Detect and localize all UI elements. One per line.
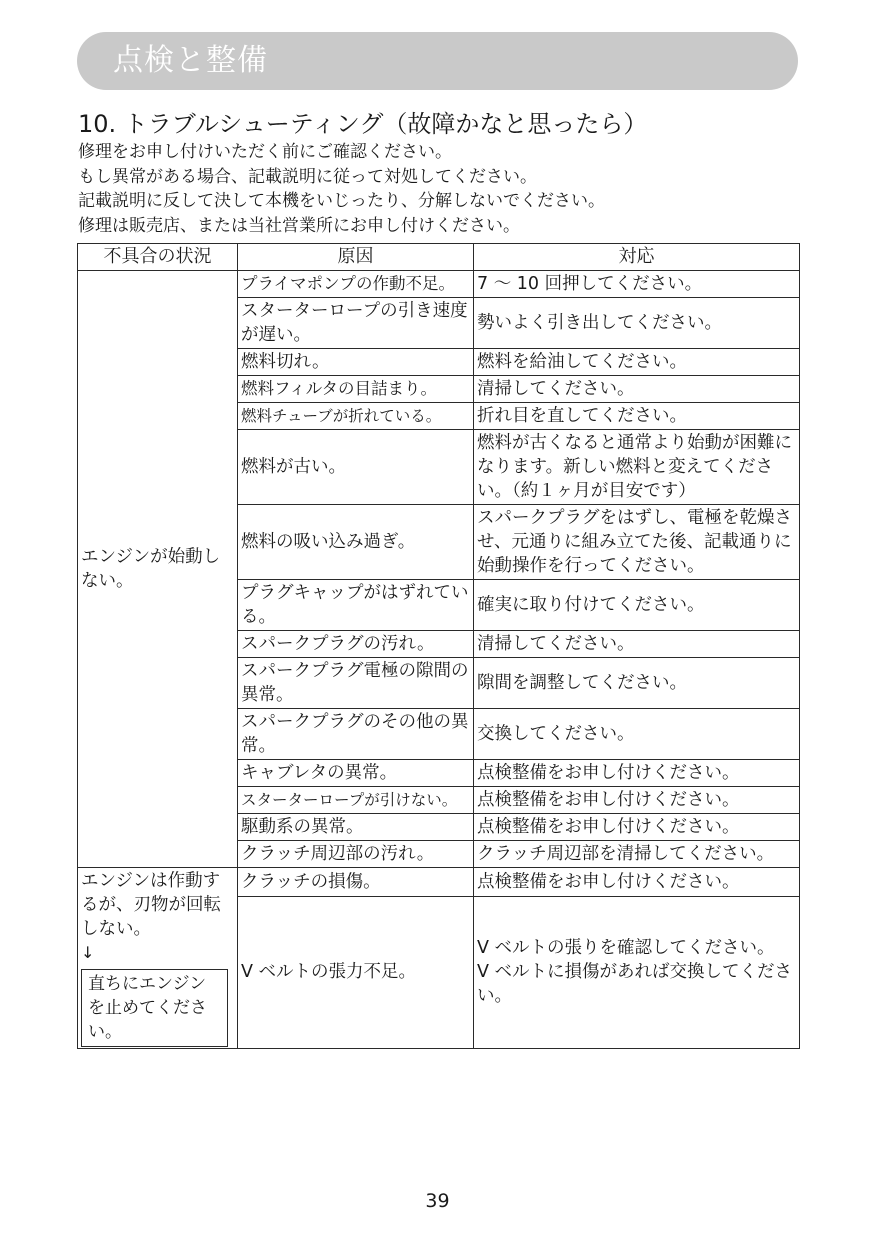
- action-cell: スパークプラグをはずし、電極を乾燥させ、元通りに組み立てた後、記載通りに始動操作を行ってください。: [474, 505, 800, 580]
- action-cell: 確実に取り付けてください。: [474, 580, 800, 631]
- page-title: 点検と整備: [113, 43, 268, 78]
- action-cell: 交換してください。: [474, 709, 800, 760]
- stop-engine-note: 直ちにエンジンを止めてください。: [81, 969, 228, 1047]
- cause-cell: クラッチ周辺部の汚れ。: [238, 841, 474, 868]
- action-cell: クラッチ周辺部を清掃してください。: [474, 841, 800, 868]
- action-cell: 燃料が古くなると通常より始動が困難になります。新しい燃料と変えてください。（約１ヶ月が目安です）: [474, 430, 800, 505]
- cause-cell: 駆動系の異常。: [238, 814, 474, 841]
- action-line: V ベルトに損傷があれば交換してください。: [477, 962, 793, 1007]
- cause-cell: 燃料フィルタの目詰まり。: [238, 376, 474, 403]
- arrow-down-icon: ↓: [81, 943, 95, 962]
- intro-line: 記載説明に反して決して本機をいじったり、分解しないでください。: [78, 191, 605, 211]
- action-cell: 7 ～ 10 回押してください。: [474, 271, 800, 298]
- action-cell: 隙間を調整してください。: [474, 658, 800, 709]
- action-cell: [474, 896, 800, 1048]
- cause-cell: スパークプラグの汚れ。: [238, 631, 474, 658]
- cause-cell: 燃料の吸い込み過ぎ。: [238, 505, 474, 580]
- cause-cell: プライマポンプの作動不足。: [238, 271, 474, 298]
- table-row: [78, 868, 800, 897]
- action-cell: 点検整備をお申し付けください。: [474, 787, 800, 814]
- troubleshooting-table: [77, 243, 800, 1049]
- action-cell: 勢いよく引き出してください。: [474, 298, 800, 349]
- action-cell: 点検整備をお申し付けください。: [474, 868, 800, 897]
- intro-text: [78, 140, 605, 238]
- cause-cell: スパークプラグのその他の異常。: [238, 709, 474, 760]
- header-action: 対応: [474, 244, 800, 271]
- header-cause: 原因: [238, 244, 474, 271]
- table-header-row: [78, 244, 800, 271]
- situation-engine-no-start: エンジンが始動しない。: [78, 271, 238, 868]
- section-heading: 10. トラブルシューティング（故障かなと思ったら）: [78, 110, 648, 138]
- intro-line: 修理は販売店、または当社営業所にお申し付けください。: [78, 215, 520, 236]
- cause-cell: キャブレタの異常。: [238, 760, 474, 787]
- action-line: V ベルトの張りを確認してください。: [477, 938, 775, 959]
- page-number: 39: [425, 1190, 450, 1212]
- action-cell: 清掃してください。: [474, 376, 800, 403]
- header-band: [77, 32, 798, 90]
- intro-line: もし異常がある場合、記載説明に従って対処してください。: [78, 166, 537, 187]
- cause-cell: 燃料切れ。: [238, 349, 474, 376]
- action-cell: 点検整備をお申し付けください。: [474, 760, 800, 787]
- intro-line: 修理をお申し付けいただく前にご確認ください。: [78, 142, 452, 162]
- action-cell: 清掃してください。: [474, 631, 800, 658]
- cause-cell: 燃料が古い。: [238, 430, 474, 505]
- situation-blade-not-rotating: [78, 868, 238, 1049]
- cause-cell: スターターロープの引き速度が遅い。: [238, 298, 474, 349]
- cause-cell: スターターロープが引けない。: [238, 787, 474, 814]
- action-cell: 折れ目を直してください。: [474, 403, 800, 430]
- cause-cell: V ベルトの張力不足。: [238, 896, 474, 1048]
- action-cell: 燃料を給油してください。: [474, 349, 800, 376]
- cause-cell: 燃料チューブが折れている。: [238, 403, 474, 430]
- header-situation: 不具合の状況: [78, 244, 238, 271]
- situation-text: エンジンは作動するが、刃物が回転しない。: [81, 871, 221, 939]
- action-cell: 点検整備をお申し付けください。: [474, 814, 800, 841]
- cause-cell: スパークプラグ電極の隙間の異常。: [238, 658, 474, 709]
- table-row: [78, 271, 800, 298]
- cause-cell: プラグキャップがはずれている。: [238, 580, 474, 631]
- cause-cell: クラッチの損傷。: [238, 868, 474, 897]
